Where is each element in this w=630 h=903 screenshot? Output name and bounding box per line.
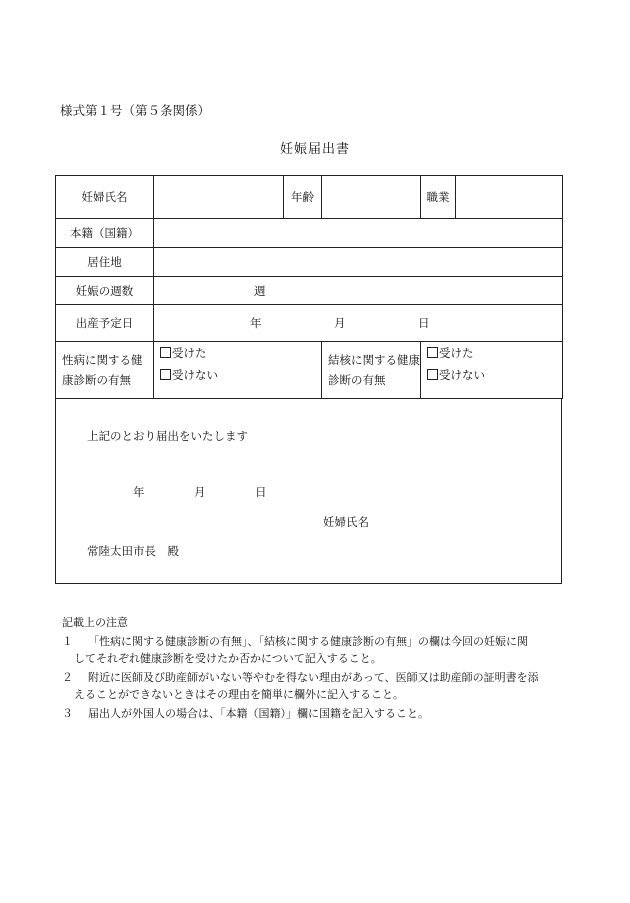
pregnancy-form-table [55,175,563,399]
signer-name-label: 妊婦氏名 [323,515,369,529]
due-date-field[interactable] [154,305,563,342]
note-item-1-cont: してそれぞれ健康診断を受けたか否かについて記入すること。 [74,652,382,665]
std-exam-options [154,342,322,399]
addressee: 常陸太田市長 殿 [87,544,179,558]
declaration-statement: 上記のとおり届出をいたします [87,429,248,443]
note-text: 附近に医師及び助産師がいない等やむを得ない理由があって、医師又は助産師の証明書を添 [88,671,539,684]
due-day-unit: 日 [418,316,430,330]
occupation-label: 職業 [421,176,456,219]
form-number-label: 様式第１号（第５条関係） [60,103,211,118]
registry-label: 本籍（国籍） [56,219,154,248]
note-item-1 [62,633,528,649]
declaration-year-unit: 年 [133,485,145,499]
checkbox-icon [427,347,438,358]
declaration-section [55,398,562,584]
note-item-2-cont: えることができないときはその理由を簡単に欄外に記入すること。 [74,688,404,701]
checkbox-icon [160,369,171,380]
std-not-received-checkbox[interactable] [160,364,321,386]
checkbox-icon [160,347,171,358]
tb-not-received-checkbox[interactable] [427,364,562,386]
note-item-3 [62,705,429,721]
checkbox-icon [427,369,438,380]
notes-heading: 記載上の注意 [62,616,128,629]
age-field[interactable] [322,176,421,219]
tb-not-received-label: 受けない [439,368,485,382]
age-label: 年齢 [284,176,322,219]
tb-exam-options [421,342,563,399]
due-month-unit: 月 [334,316,346,330]
std-received-label: 受けた [172,346,207,360]
tb-received-checkbox[interactable] [427,342,562,364]
due-date-label: 出産予定日 [56,305,154,342]
std-not-received-label: 受けない [172,368,218,382]
occupation-field[interactable] [456,176,563,219]
tb-exam-label: 結核に関する健康診断の有無 [322,342,421,399]
note-text: 「性病に関する健康診断の有無」、「結核に関する健康診断の有無」の欄は今回の妊娠に関 [88,635,528,648]
std-exam-label: 性病に関する健康診断の有無 [56,342,154,399]
std-received-checkbox[interactable] [160,342,321,364]
name-label: 妊婦氏名 [56,176,154,219]
residence-label: 居住地 [56,248,154,277]
declaration-date[interactable] [133,484,267,500]
weeks-field[interactable] [154,277,563,305]
note-item-2 [62,669,539,685]
residence-field[interactable] [154,248,563,277]
declaration-day-unit: 日 [255,485,267,499]
note-number: １ [62,635,73,648]
note-text: 届出人が外国人の場合は、「本籍（国籍）」欄に国籍を記入すること。 [88,707,429,720]
note-number: ２ [62,671,73,684]
weeks-unit: 週 [254,283,266,298]
name-field[interactable] [154,176,284,219]
note-number: ３ [62,707,73,720]
due-year-unit: 年 [250,316,262,330]
declaration-month-unit: 月 [194,485,206,499]
tb-received-label: 受けた [439,346,474,360]
weeks-label: 妊娠の週数 [56,277,154,305]
page-title: 妊娠届出書 [279,142,350,157]
registry-field[interactable] [154,219,563,248]
